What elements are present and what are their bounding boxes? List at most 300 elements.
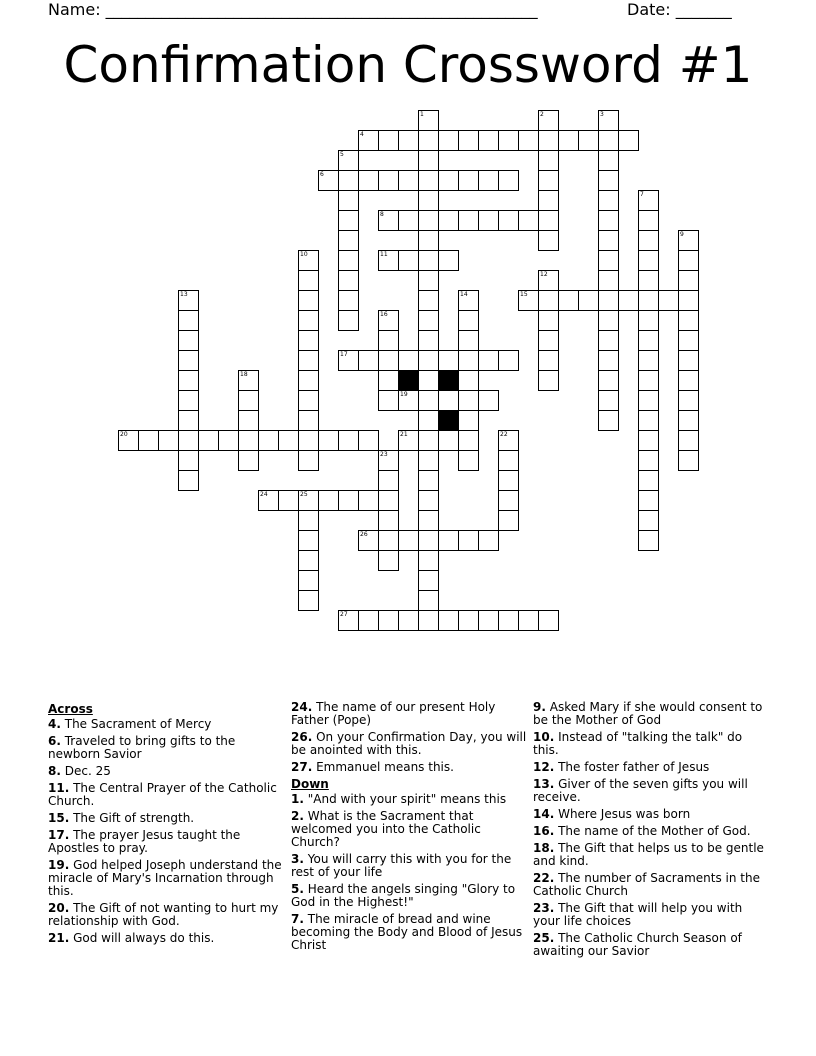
grid-cell[interactable]: [418, 470, 439, 491]
grid-cell[interactable]: [298, 590, 319, 611]
grid-block-cell: [438, 410, 459, 431]
clue-number-label: 4.: [48, 717, 61, 731]
grid-cell[interactable]: [358, 350, 379, 371]
grid-cell[interactable]: [418, 350, 439, 371]
grid-cell[interactable]: [638, 270, 659, 291]
grid-cell[interactable]: [478, 530, 499, 551]
grid-cell[interactable]: [178, 370, 199, 391]
grid-cell[interactable]: [538, 270, 559, 291]
grid-cell[interactable]: [418, 230, 439, 251]
clue-number-label: 15.: [48, 811, 70, 825]
grid-cell[interactable]: [398, 350, 419, 371]
grid-cell[interactable]: [598, 310, 619, 331]
grid-cell[interactable]: [418, 250, 439, 271]
clue-column-2: [291, 701, 527, 956]
grid-cell[interactable]: [338, 290, 359, 311]
clue-number: 16: [380, 311, 388, 318]
grid-cell[interactable]: [298, 310, 319, 331]
grid-cell[interactable]: [418, 390, 439, 411]
grid-cell[interactable]: [638, 310, 659, 331]
clue-text: The Gift of strength.: [69, 811, 195, 825]
grid-cell[interactable]: [578, 130, 599, 151]
grid-cell[interactable]: [178, 350, 199, 371]
clue-text: What is the Sacrament that welcomed you into the Catholic Church?: [291, 809, 481, 849]
across-clue: [48, 859, 284, 898]
grid-cell[interactable]: [418, 150, 439, 171]
grid-cell[interactable]: [678, 310, 699, 331]
clue-number: 2: [540, 111, 544, 118]
grid-cell[interactable]: [298, 550, 319, 571]
grid-cell[interactable]: [498, 130, 519, 151]
grid-cell[interactable]: [458, 350, 479, 371]
grid-cell[interactable]: [498, 450, 519, 471]
clue-number-label: 18.: [533, 841, 555, 855]
grid-cell[interactable]: [498, 510, 519, 531]
grid-cell[interactable]: [378, 530, 399, 551]
grid-cell[interactable]: [358, 130, 379, 151]
grid-cell[interactable]: [458, 430, 479, 451]
grid-cell[interactable]: [638, 210, 659, 231]
clue-text: The Gift of not wanting to hurt my relationship with God.: [48, 901, 279, 928]
clue-number: 5: [340, 151, 344, 158]
down-clue: [533, 872, 769, 898]
grid-cell[interactable]: [458, 330, 479, 351]
grid-cell[interactable]: [378, 550, 399, 571]
grid-cell[interactable]: [298, 390, 319, 411]
clue-number-label: 16.: [533, 824, 555, 838]
grid-cell[interactable]: [378, 390, 399, 411]
grid-cell[interactable]: [678, 410, 699, 431]
across-heading: Across: [48, 702, 93, 716]
grid-cell[interactable]: [638, 430, 659, 451]
grid-cell[interactable]: [158, 430, 179, 451]
grid-cell[interactable]: [378, 470, 399, 491]
grid-cell[interactable]: [418, 370, 439, 391]
grid-cell[interactable]: [378, 170, 399, 191]
grid-cell[interactable]: [538, 130, 559, 151]
grid-cell[interactable]: [598, 270, 619, 291]
grid-cell[interactable]: [298, 350, 319, 371]
grid-cell[interactable]: [458, 530, 479, 551]
grid-cell[interactable]: [398, 210, 419, 231]
grid-cell[interactable]: [418, 570, 439, 591]
grid-cell[interactable]: [538, 210, 559, 231]
clue-number: 7: [640, 191, 644, 198]
down-clue: [291, 810, 527, 849]
grid-cell[interactable]: [458, 170, 479, 191]
page-title: Confirmation Crossword #1: [63, 36, 753, 94]
clue-number-label: 26.: [291, 730, 313, 744]
grid-cell[interactable]: [538, 230, 559, 251]
down-clue: [533, 932, 769, 958]
grid-cell[interactable]: [678, 370, 699, 391]
grid-cell[interactable]: [678, 450, 699, 471]
grid-cell[interactable]: [498, 170, 519, 191]
grid-cell[interactable]: [598, 390, 619, 411]
grid-cell[interactable]: [638, 510, 659, 531]
grid-cell[interactable]: [298, 270, 319, 291]
grid-cell[interactable]: [298, 510, 319, 531]
grid-cell[interactable]: [438, 430, 459, 451]
grid-cell[interactable]: [598, 330, 619, 351]
grid-cell[interactable]: [398, 390, 419, 411]
grid-cell[interactable]: [638, 290, 659, 311]
clue-number: 15: [520, 291, 528, 298]
across-clue: [48, 932, 284, 945]
clue-number-label: 21.: [48, 931, 70, 945]
grid-cell[interactable]: [498, 350, 519, 371]
across-clue: [291, 731, 527, 757]
grid-cell[interactable]: [498, 490, 519, 511]
grid-cell[interactable]: [478, 610, 499, 631]
grid-cell[interactable]: [478, 130, 499, 151]
clue-number-label: 1.: [291, 792, 304, 806]
grid-cell[interactable]: [338, 230, 359, 251]
clue-text: Emmanuel means this.: [312, 760, 454, 774]
grid-cell[interactable]: [358, 170, 379, 191]
grid-cell[interactable]: [678, 350, 699, 371]
grid-cell[interactable]: [518, 610, 539, 631]
grid-cell[interactable]: [678, 250, 699, 271]
across-clue: [291, 761, 527, 774]
grid-cell[interactable]: [218, 430, 239, 451]
grid-cell[interactable]: [398, 250, 419, 271]
grid-cell[interactable]: [338, 170, 359, 191]
grid-cell[interactable]: [318, 170, 339, 191]
grid-cell[interactable]: [458, 310, 479, 331]
grid-cell[interactable]: [658, 290, 679, 311]
grid-cell[interactable]: [418, 130, 439, 151]
grid-cell[interactable]: [378, 350, 399, 371]
clue-number: 1: [420, 111, 424, 118]
grid-cell[interactable]: [358, 610, 379, 631]
grid-cell[interactable]: [598, 250, 619, 271]
clue-number-label: 10.: [533, 730, 555, 744]
grid-cell[interactable]: [378, 130, 399, 151]
grid-cell[interactable]: [498, 210, 519, 231]
grid-cell[interactable]: [538, 310, 559, 331]
down-clue: [291, 913, 527, 952]
grid-cell[interactable]: [398, 170, 419, 191]
grid-cell[interactable]: [238, 430, 259, 451]
grid-cell[interactable]: [418, 430, 439, 451]
grid-cell[interactable]: [538, 610, 559, 631]
grid-cell[interactable]: [558, 130, 579, 151]
grid-cell[interactable]: [178, 430, 199, 451]
grid-cell[interactable]: [378, 610, 399, 631]
grid-cell[interactable]: [618, 130, 639, 151]
clue-number: 14: [460, 291, 468, 298]
down-clue: [533, 808, 769, 821]
grid-cell[interactable]: [398, 530, 419, 551]
grid-cell[interactable]: [138, 430, 159, 451]
grid-cell[interactable]: [438, 210, 459, 231]
grid-cell[interactable]: [318, 430, 339, 451]
grid-cell[interactable]: [178, 390, 199, 411]
grid-cell[interactable]: [238, 410, 259, 431]
grid-cell[interactable]: [538, 290, 559, 311]
grid-cell[interactable]: [298, 290, 319, 311]
grid-cell[interactable]: [498, 610, 519, 631]
grid-cell[interactable]: [678, 330, 699, 351]
clue-number: 22: [500, 431, 508, 438]
grid-cell[interactable]: [178, 450, 199, 471]
down-clue: [291, 883, 527, 909]
grid-cell[interactable]: [418, 310, 439, 331]
grid-cell[interactable]: [438, 250, 459, 271]
clue-number-label: 7.: [291, 912, 304, 926]
grid-cell[interactable]: [338, 430, 359, 451]
clue-number-label: 27.: [291, 760, 313, 774]
grid-cell[interactable]: [598, 370, 619, 391]
grid-cell[interactable]: [398, 430, 419, 451]
date-field-label: Date: _______: [627, 0, 732, 19]
grid-cell[interactable]: [338, 310, 359, 331]
grid-cell[interactable]: [338, 210, 359, 231]
grid-cell[interactable]: [638, 330, 659, 351]
grid-cell[interactable]: [378, 510, 399, 531]
grid-cell[interactable]: [338, 150, 359, 171]
clue-number-label: 12.: [533, 760, 555, 774]
grid-cell[interactable]: [458, 450, 479, 471]
grid-cell[interactable]: [638, 390, 659, 411]
grid-cell[interactable]: [458, 370, 479, 391]
grid-cell[interactable]: [558, 290, 579, 311]
clue-number-label: 19.: [48, 858, 70, 872]
clue-text: The foster father of Jesus: [554, 760, 710, 774]
grid-cell[interactable]: [418, 490, 439, 511]
grid-cell[interactable]: [298, 370, 319, 391]
clue-text: "And with your spirit" means this: [303, 792, 507, 806]
down-clue: [533, 778, 769, 804]
down-clue: [533, 825, 769, 838]
down-clue: [291, 793, 527, 806]
grid-cell[interactable]: [598, 150, 619, 171]
grid-cell[interactable]: [478, 350, 499, 371]
grid-cell[interactable]: [418, 590, 439, 611]
down-clue: [533, 902, 769, 928]
grid-cell[interactable]: [518, 210, 539, 231]
grid-cell[interactable]: [178, 470, 199, 491]
grid-cell[interactable]: [498, 430, 519, 451]
grid-cell[interactable]: [198, 430, 219, 451]
clue-number-label: 22.: [533, 871, 555, 885]
grid-cell[interactable]: [378, 370, 399, 391]
grid-cell[interactable]: [298, 450, 319, 471]
grid-cell[interactable]: [638, 470, 659, 491]
grid-cell[interactable]: [418, 290, 439, 311]
grid-cell[interactable]: [338, 250, 359, 271]
grid-cell[interactable]: [398, 610, 419, 631]
grid-cell[interactable]: [238, 370, 259, 391]
grid-cell[interactable]: [638, 530, 659, 551]
grid-cell[interactable]: [678, 390, 699, 411]
grid-cell[interactable]: [378, 450, 399, 471]
grid-cell[interactable]: [538, 110, 559, 131]
clue-number-label: 14.: [533, 807, 555, 821]
grid-cell[interactable]: [378, 490, 399, 511]
grid-cell[interactable]: [638, 450, 659, 471]
grid-cell[interactable]: [638, 190, 659, 211]
grid-cell[interactable]: [178, 310, 199, 331]
clue-text: Heard the angels singing "Glory to God in the Highest!": [291, 882, 516, 909]
grid-cell[interactable]: [378, 250, 399, 271]
clue-number: 13: [180, 291, 188, 298]
clue-text: Giver of the seven gifts you will receive.: [533, 777, 748, 804]
clue-text: Dec. 25: [60, 764, 111, 778]
grid-cell[interactable]: [118, 430, 139, 451]
clue-text: The name of the Mother of God.: [554, 824, 751, 838]
grid-cell[interactable]: [418, 550, 439, 571]
clue-number: 10: [300, 251, 308, 258]
grid-cell[interactable]: [298, 330, 319, 351]
across-clue: [48, 765, 284, 778]
grid-cell[interactable]: [638, 410, 659, 431]
grid-cell[interactable]: [318, 490, 339, 511]
down-clue: [291, 853, 527, 879]
grid-cell[interactable]: [678, 430, 699, 451]
grid-cell[interactable]: [538, 190, 559, 211]
grid-cell[interactable]: [338, 190, 359, 211]
grid-cell[interactable]: [458, 290, 479, 311]
grid-cell[interactable]: [578, 290, 599, 311]
grid-cell[interactable]: [358, 490, 379, 511]
grid-cell[interactable]: [458, 130, 479, 151]
clue-number: 19: [400, 391, 408, 398]
grid-cell[interactable]: [298, 430, 319, 451]
grid-cell[interactable]: [598, 290, 619, 311]
grid-cell[interactable]: [418, 110, 439, 131]
grid-cell[interactable]: [298, 250, 319, 271]
grid-cell[interactable]: [598, 410, 619, 431]
grid-cell[interactable]: [538, 170, 559, 191]
down-clue: [533, 842, 769, 868]
grid-cell[interactable]: [518, 290, 539, 311]
clue-number-label: 20.: [48, 901, 70, 915]
grid-cell[interactable]: [438, 170, 459, 191]
grid-cell[interactable]: [438, 130, 459, 151]
clue-text: On your Confirmation Day, you will be anointed with this.: [291, 730, 527, 757]
grid-cell[interactable]: [258, 490, 279, 511]
grid-cell[interactable]: [678, 270, 699, 291]
clue-text: The Central Prayer of the Catholic Church.: [48, 781, 277, 808]
grid-cell[interactable]: [478, 390, 499, 411]
grid-cell[interactable]: [418, 450, 439, 471]
clue-text: The miracle of bread and wine becoming the Body and Blood of Jesus Christ: [291, 912, 523, 952]
grid-cell[interactable]: [678, 290, 699, 311]
clue-number-label: 25.: [533, 931, 555, 945]
clue-number: 12: [540, 271, 548, 278]
clue-number: 6: [320, 171, 324, 178]
grid-cell[interactable]: [438, 350, 459, 371]
grid-cell[interactable]: [618, 290, 639, 311]
grid-cell[interactable]: [178, 330, 199, 351]
grid-cell[interactable]: [498, 470, 519, 491]
grid-cell[interactable]: [438, 390, 459, 411]
grid-cell[interactable]: [418, 270, 439, 291]
grid-cell[interactable]: [638, 350, 659, 371]
grid-cell[interactable]: [638, 230, 659, 251]
clue-number-label: 8.: [48, 764, 61, 778]
grid-cell[interactable]: [538, 370, 559, 391]
grid-cell[interactable]: [638, 250, 659, 271]
clue-number: 9: [680, 231, 684, 238]
grid-cell[interactable]: [418, 210, 439, 231]
grid-cell[interactable]: [378, 310, 399, 331]
clue-text: The number of Sacraments in the Catholic Church: [533, 871, 760, 898]
grid-cell[interactable]: [598, 190, 619, 211]
grid-cell[interactable]: [418, 190, 439, 211]
clue-text: The Catholic Church Season of awaiting our Savior: [533, 931, 742, 958]
grid-cell[interactable]: [378, 210, 399, 231]
grid-cell[interactable]: [598, 130, 619, 151]
grid-cell[interactable]: [538, 150, 559, 171]
grid-cell[interactable]: [418, 330, 439, 351]
grid-cell[interactable]: [538, 330, 559, 351]
grid-cell[interactable]: [598, 230, 619, 251]
grid-cell[interactable]: [358, 430, 379, 451]
clue-number: 17: [340, 351, 348, 358]
grid-cell[interactable]: [298, 490, 319, 511]
name-field-label: Name: ______________________________________________________: [48, 0, 538, 19]
grid-cell[interactable]: [478, 170, 499, 191]
grid-cell[interactable]: [398, 130, 419, 151]
clue-text: God will always do this.: [69, 931, 215, 945]
grid-cell[interactable]: [178, 290, 199, 311]
grid-cell[interactable]: [338, 610, 359, 631]
grid-cell[interactable]: [418, 170, 439, 191]
clue-column-3: [533, 701, 769, 962]
grid-cell[interactable]: [298, 410, 319, 431]
grid-cell[interactable]: [418, 510, 439, 531]
grid-cell[interactable]: [598, 170, 619, 191]
grid-cell[interactable]: [598, 210, 619, 231]
grid-cell[interactable]: [338, 270, 359, 291]
grid-cell[interactable]: [418, 610, 439, 631]
grid-cell[interactable]: [258, 430, 279, 451]
clue-number-label: 24.: [291, 700, 313, 714]
grid-cell[interactable]: [358, 530, 379, 551]
grid-cell[interactable]: [178, 410, 199, 431]
grid-cell[interactable]: [378, 330, 399, 351]
grid-cell[interactable]: [478, 210, 499, 231]
clue-number: 25: [300, 491, 308, 498]
grid-cell[interactable]: [278, 490, 299, 511]
grid-cell[interactable]: [418, 530, 439, 551]
grid-cell[interactable]: [438, 530, 459, 551]
grid-cell[interactable]: [438, 610, 459, 631]
grid-cell[interactable]: [338, 490, 359, 511]
grid-cell[interactable]: [598, 350, 619, 371]
grid-cell[interactable]: [458, 390, 479, 411]
grid-cell[interactable]: [458, 610, 479, 631]
grid-cell[interactable]: [238, 390, 259, 411]
grid-cell[interactable]: [638, 370, 659, 391]
grid-cell[interactable]: [418, 410, 439, 431]
grid-cell[interactable]: [598, 110, 619, 131]
grid-cell[interactable]: [238, 450, 259, 471]
grid-cell[interactable]: [458, 410, 479, 431]
grid-cell[interactable]: [638, 490, 659, 511]
grid-cell[interactable]: [538, 350, 559, 371]
grid-cell[interactable]: [298, 570, 319, 591]
grid-cell[interactable]: [338, 350, 359, 371]
grid-cell[interactable]: [458, 210, 479, 231]
grid-cell[interactable]: [518, 130, 539, 151]
grid-cell[interactable]: [278, 430, 299, 451]
grid-cell[interactable]: [298, 530, 319, 551]
grid-cell[interactable]: [678, 230, 699, 251]
